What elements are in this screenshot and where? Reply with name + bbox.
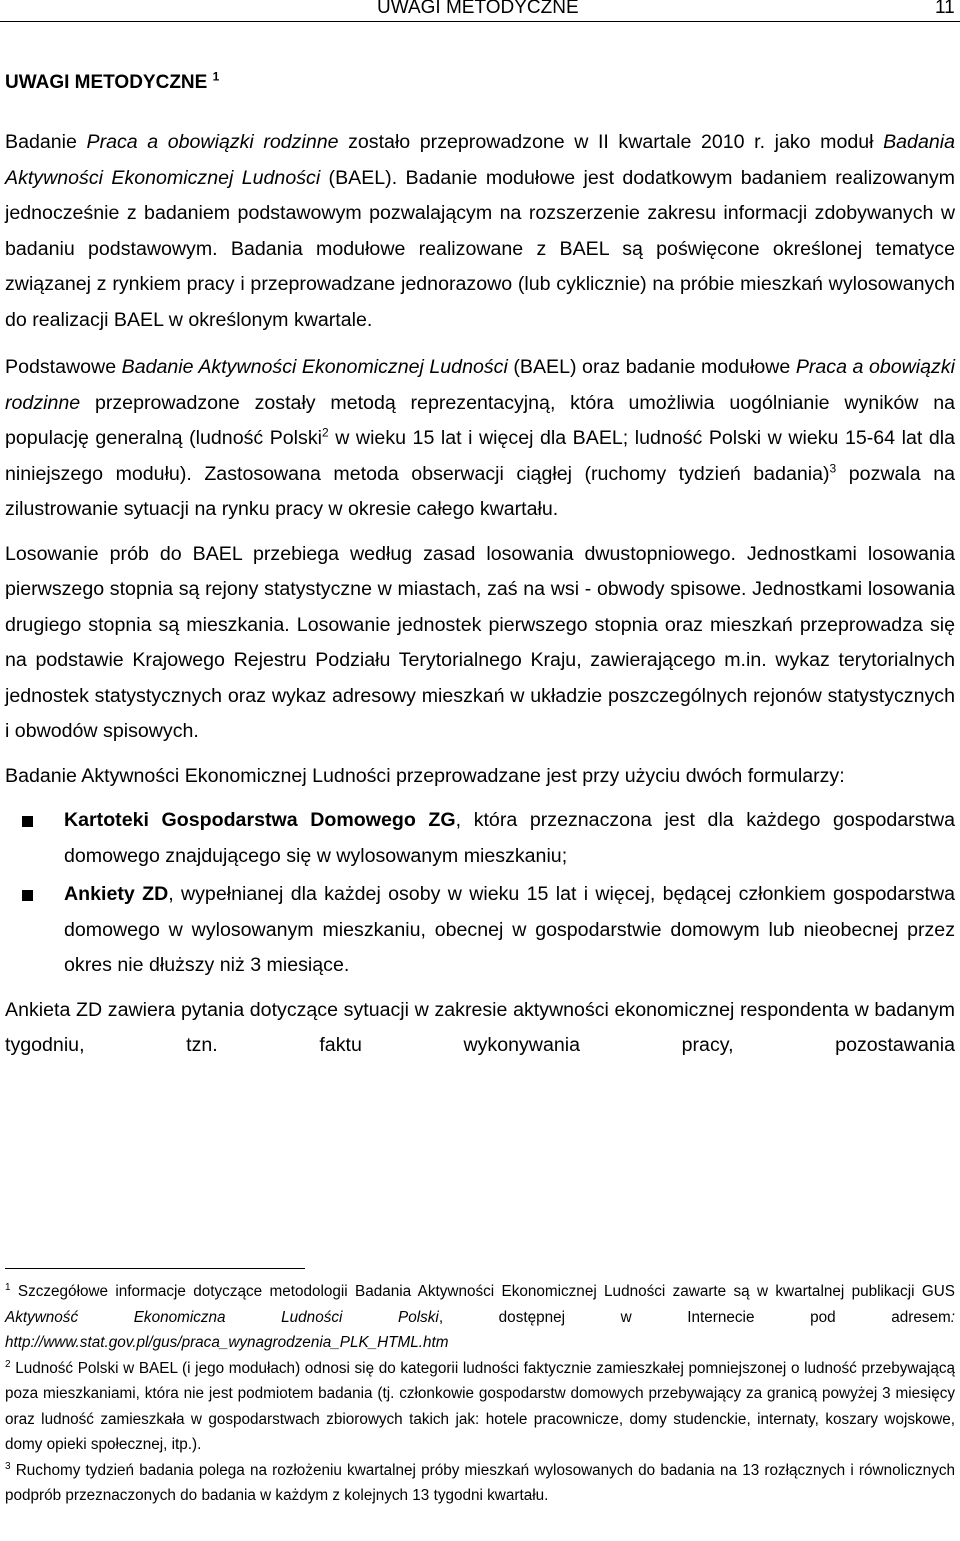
text-run: pozwala na zilustrowanie sytuacji na rynku pracy w okresie całego kwartału. [5, 462, 955, 520]
paragraph-methodology [5, 350, 955, 528]
text-run: Badanie [5, 131, 87, 153]
list-item [5, 803, 955, 874]
square-bullet-icon [22, 890, 33, 901]
text-run: , która przeznaczona jest dla każdego gospodarstwa domowego znajdującego się w wylosowanym mieszkaniu; [64, 809, 955, 867]
footnote-1 [5, 1279, 955, 1356]
footnote-marker: 1 [5, 1281, 11, 1293]
footnote-marker: 3 [5, 1460, 11, 1472]
footnote-marker: 2 [5, 1358, 11, 1370]
paragraph-sampling: Losowanie prób do BAEL przebiega według zasad losowania dwustopniowego. Jednostkami losowania pierwszego stopnia są rejony statystyczne w miastach, zaś na wsi - obwody spisowe. Jednostkami losowania drugiego stopnia są mieszkania. Losowanie jednostek pierwszego stopnia oraz mieszkań przeprowadza się na podstawie Krajowego Rejestru Podziału Terytorialnego Kraju, zawierającego m.in. wykaz terytorialnych jednostek statystycznych oraz wykaz adresowy mieszkań w układzie poszczególnych rejonów statystycznych i obwodów spisowych. [5, 542, 955, 742]
footnote-ref-2: 2 [322, 425, 329, 440]
footnotes [5, 1279, 955, 1509]
module-title-italic: Praca a obowiązki rodzinne [86, 131, 339, 153]
list-item-text [64, 803, 955, 874]
form-name-bold: Ankiety ZD [64, 883, 169, 905]
form-name-bold: Kartoteki Gospodarstwa Domowego ZG [64, 809, 456, 831]
list-item-text [64, 877, 955, 984]
list-item [5, 877, 955, 984]
section-title-text: UWAGI METODYCZNE [5, 72, 208, 93]
text-run: , dostępnej w Internecie pod adresem [438, 1308, 951, 1326]
text-run: (BAEL) oraz badanie modułowe [507, 356, 796, 378]
text-run: (BAEL). Badanie modułowe jest dodatkowym badaniem realizowanym jednocześnie z badaniem podstawowym pozwalającym na rozszerzenie zakresu informacji zdobywanych w badaniu podstawowym. Badania modułowe realizowane z BAEL są poświęcone określonej tematyce związanej z rynkiem pracy i przeprowadzane jednorazowo (lub cyklicznie) na próbie mieszkań wylosowanych do realizacji BAEL w określonym kwartale. [5, 166, 955, 331]
page-number: 11 [935, 0, 955, 18]
text-run: Ruchomy tydzień badania polega na rozłożeniu kwartalnej próby mieszkań wylosowanych do badania na 13 rozłącznych i równolicznych podprób przeznaczonych do badania w każdym z kolejnych 13 tygodni kwartału. [5, 1461, 955, 1504]
footnote-3 [5, 1458, 955, 1509]
text-run: zostało przeprowadzone w II kwartale 2010 r. jako moduł [338, 131, 884, 153]
main-content [5, 66, 955, 1064]
footnote-ref-3: 3 [829, 460, 837, 475]
paragraph-zd: Ankieta ZD zawiera pytania dotyczące sytuacji w zakresie aktywności ekonomicznej respondenta w badanym tygodniu, tzn. faktu wykonywania pracy, pozostawania [5, 998, 955, 1056]
survey-name-italic: Badania Aktywności Ekonomicznej Ludności [5, 131, 955, 189]
text-run: , wypełnianej dla każdej osoby w wieku 15 lat i więcej, będącej członkiem gospodarstwa domowego w wylosowanym mieszkaniu, obecnej w gospodarstwie domowym lub nieobecnej przez okres nie dłuższy niż 3 miesiące. [64, 883, 955, 976]
footnote-2 [5, 1356, 955, 1458]
paragraph-intro [5, 125, 955, 338]
text-run: Podstawowe [5, 356, 122, 378]
text-run: Szczegółowe informacje dotyczące metodologii Badania Aktywności Ekonomicznej Ludności zawarte są w kwartalnej publikacji GUS [10, 1283, 955, 1300]
section-title [5, 66, 955, 100]
running-header [0, 0, 960, 22]
forms-list [5, 803, 955, 984]
text-run: Ludność Polski w BAEL (i jego modułach) odnosi się do kategorii ludności faktycznie zamieszkałej pomniejszonej o ludność przebywającą poza mieszkaniami, która nie jest podmiotem badania (tj. członkowie gospodarstw domowych przebywający za granicą powyżej 3 miesięcy oraz ludność zamieszkała w gospodarstwach zbiorowych takich jak: hotele pracownicze, domy studenckie, internaty, koszary wojskowe, domy opieki społecznej, itp.). [5, 1359, 955, 1453]
url-link[interactable]: : http://www.stat.gov.pl/gus/praca_wynagrodzenia_PLK_HTML.htm [5, 1308, 955, 1351]
text-run: w wieku 15 lat i więcej dla BAEL; ludność Polski w wieku 15-64 lat dla niniejszego modułu). Zastosowana metoda obserwacji ciągłej (ruchomy tydzień badania) [5, 427, 956, 485]
footnote-separator [5, 1268, 305, 1269]
square-bullet-icon [22, 816, 33, 827]
footnote-ref-1: 1 [212, 69, 220, 84]
publication-title-italic: Aktywność Ekonomiczna Ludności Polski [5, 1308, 439, 1326]
running-header-title: UWAGI METODYCZNE [377, 0, 579, 18]
module-title-italic: Praca a obowiązki rodzinne [5, 356, 955, 414]
paragraph-forms-intro: Badanie Aktywności Ekonomicznej Ludności przeprowadzane jest przy użyciu dwóch formularzy: [5, 764, 845, 787]
survey-name-italic: Badanie Aktywności Ekonomicznej Ludności [121, 356, 508, 378]
text-run: przeprowadzone zostały metodą reprezentacyjną, która umożliwia uogólnianie wyników na populację generalną (ludność Polski [5, 391, 955, 449]
